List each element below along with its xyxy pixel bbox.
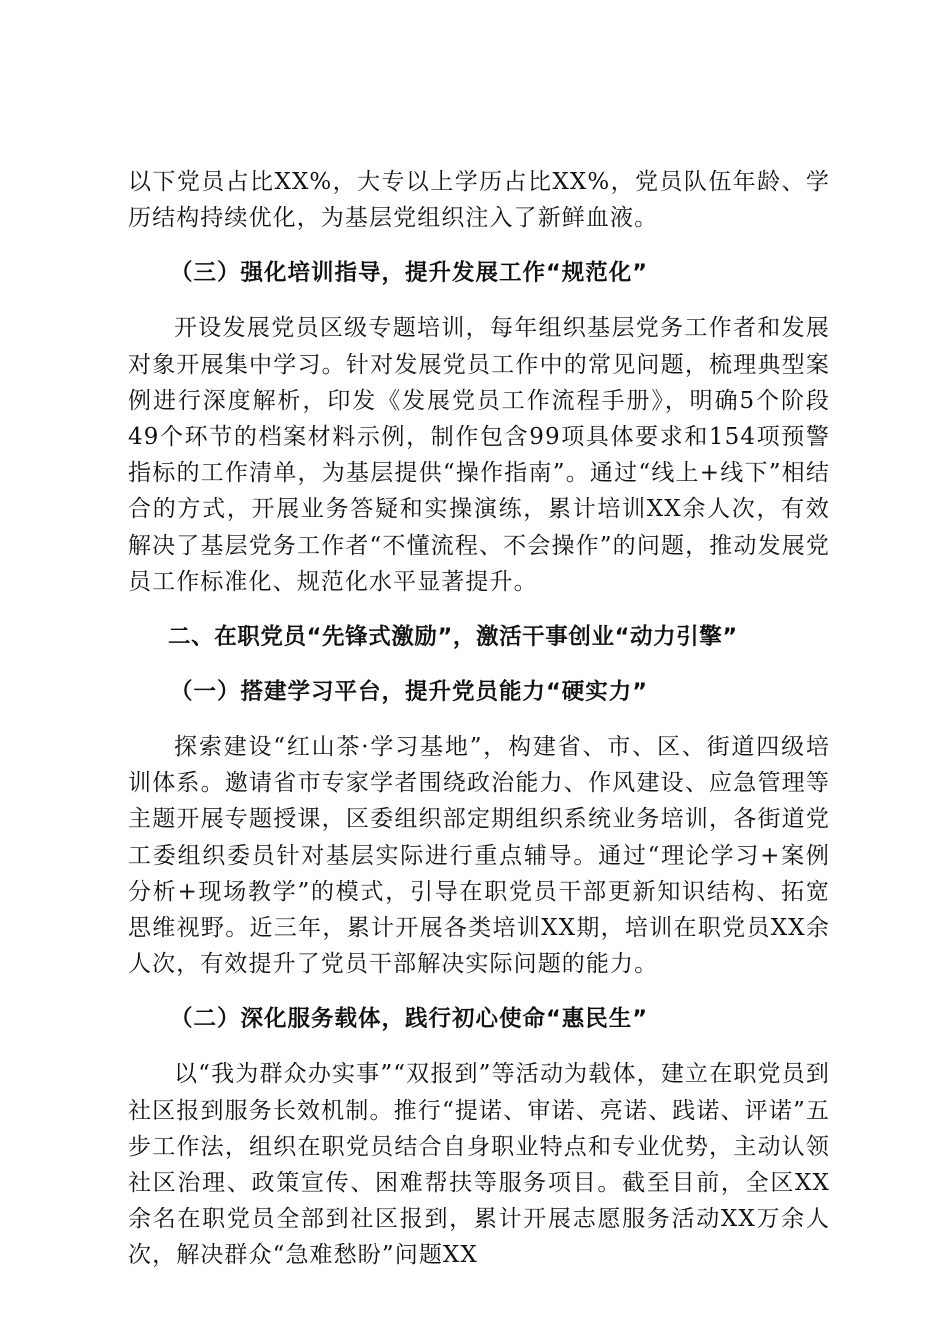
paragraph-learning-platform: 探索建设“红山茶·学习基地”，构建省、市、区、街道四级培训体系。邀请省市专家学者围绕政治能力、作风建设、应急管理等主题开展专题授课，区委组织部定期组织系统业务培训，各街道党工委组织委员针对基层实际进行重点辅导。通过“理论学习+案例分析+现场教学”的模式，引导在职党员干部更新知识结构、拓宽思维视野。近三年，累计开展各类培训XX期，培训在职党员XX余人次，有效提升了党员干部解决实际问题的能力。 [128,734,830,978]
paragraph-education-structure: 以下党员占比XX%，大专以上学历占比XX%，党员队伍年龄、学历结构持续优化，为基层党组织注入了新鲜血液。 [128,169,830,232]
spacer [128,600,830,619]
spacer [128,710,830,729]
spacer [128,291,830,310]
subheading-training-guidance: （三）强化培训指导，提升发展工作“规范化” [170,260,649,287]
spacer [128,655,830,674]
section-heading-incumbent-members: 二、在职党员“先锋式激励”，激活干事创业“动力引擎” [168,624,738,651]
spacer [128,236,830,255]
paragraph-training-guidance: 开设发展党员区级专题培训，每年组织基层党务工作者和发展对象开展集中学习。针对发展党员工作中的常见问题，梳理典型案例进行深度解析，印发《发展党员工作流程手册》，明确5个阶段49个环节的档案材料示例，制作包含99项具体要求和154项预警指标的工作清单，为基层提供“操作指南”。通过“线上+线下”相结合的方式，开展业务答疑和实操演练，累计培训XX余人次，有效解决了基层党务工作者“不懂流程、不会操作”的问题，推动发展党员工作标准化、规范化水平显著提升。 [128,315,830,595]
subheading-service-carrier: （二）深化服务载体，践行初心使命“惠民生” [170,1006,649,1033]
subheading-learning-platform: （一）搭建学习平台，提升党员能力“硬实力” [170,679,649,706]
spacer [128,982,830,1001]
spacer [128,1037,830,1056]
document-body [128,164,830,1274]
paragraph-service-carrier: 以“我为群众办实事”“双报到”等活动为载体，建立在职党员到社区报到服务长效机制。推行“提诺、审诺、亮诺、践诺、评诺”五步工作法，组织在职党员结合自身职业特点和专业优势，主动认领社区治理、政策宣传、困难帮扶等服务项目。截至目前，全区XX余名在职党员全部到社区报到，累计开展志愿服务活动XX万余人次，解决群众“急难愁盼”问题XX [128,1061,830,1269]
